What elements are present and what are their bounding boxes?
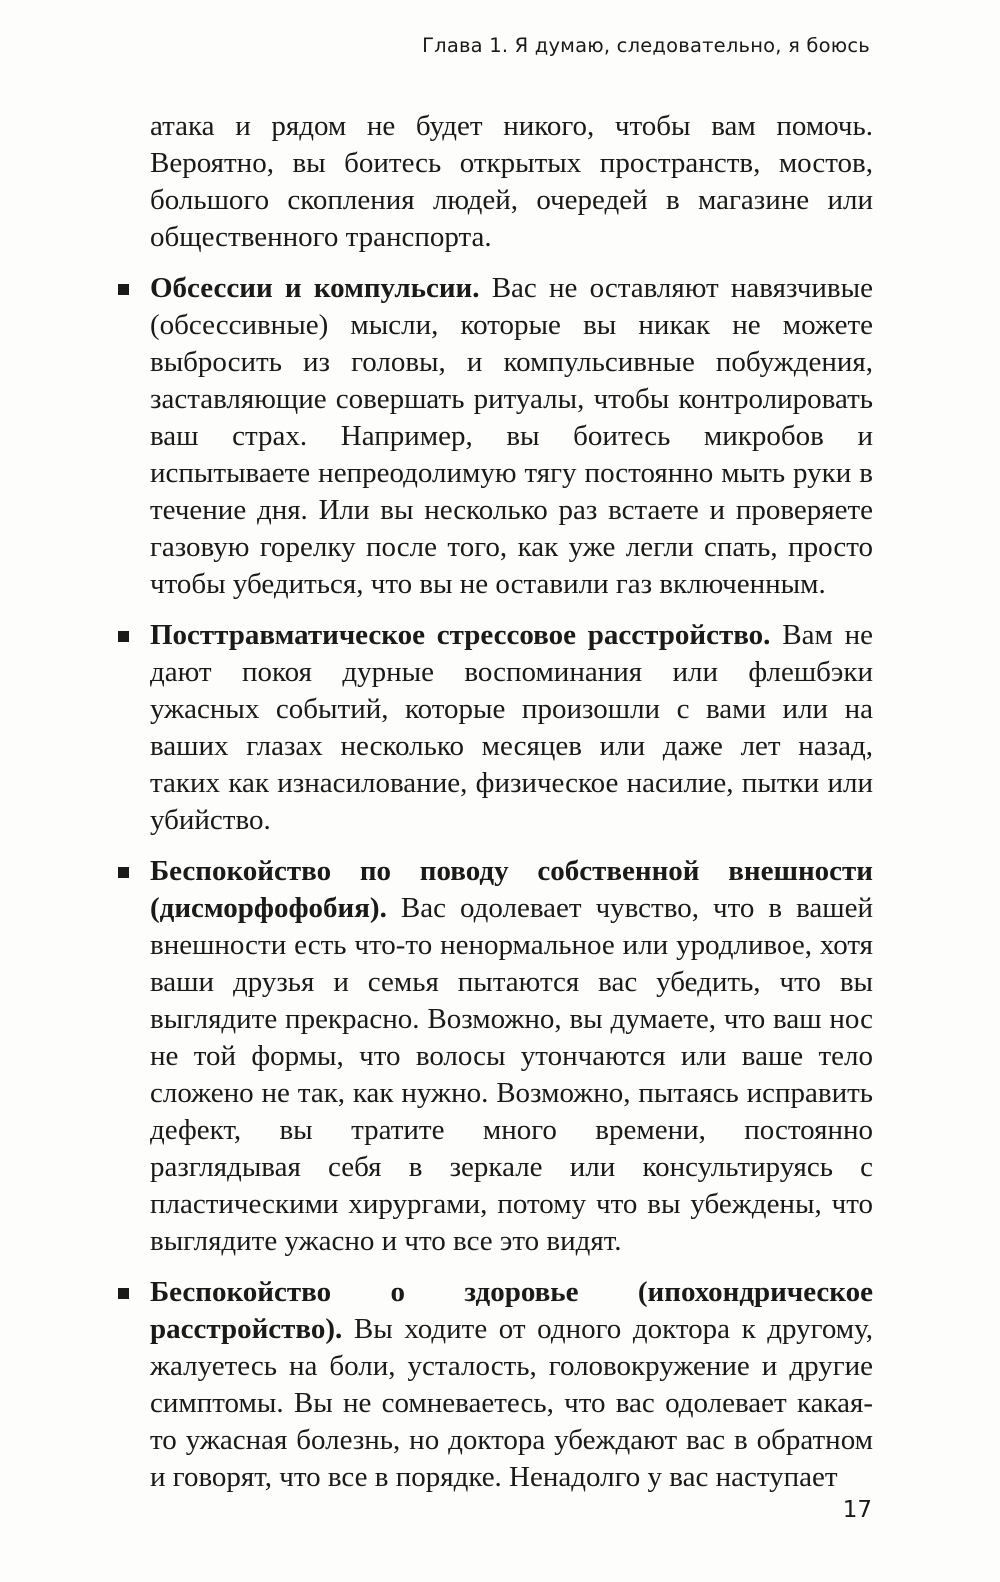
- list-item-ptsd: [150, 617, 873, 839]
- square-bullet-icon: [118, 631, 129, 642]
- list-item-dysmorphophobia: [150, 853, 873, 1260]
- body-text: [150, 108, 873, 1510]
- item-term: Беспокойство о здоровье (ипохондрическое расстройство).: [150, 1276, 873, 1345]
- item-text: Вы ходите от одного доктора к другому, жалуетесь на боли, усталость, головокружение и другие симптомы. Вы не сомневаетесь, что вас одолевает какая-то ужасная болезнь, но доктора убеждают вас в обратном и говорят, что все в порядке. Ненадолго у вас наступает: [150, 1313, 873, 1493]
- square-bullet-icon: [118, 867, 129, 878]
- page-number: 17: [842, 1497, 872, 1523]
- item-term: Обсессии и компульсии.: [150, 272, 480, 304]
- square-bullet-icon: [118, 284, 129, 295]
- square-bullet-icon: [118, 1288, 129, 1299]
- item-text: Вам не дают покоя дурные воспоминания или флешбэки ужасных событий, которые произошли с вами или на ваших глазах несколько месяцев или даже лет назад, таких как изнасилование, физическое насилие, пытки или убийство.: [150, 619, 873, 836]
- item-text: Вас не оставляют навязчивые (обсессивные) мысли, которые вы никак не можете выбросить из головы, и компульсивные побуждения, заставляющие совершать ритуалы, чтобы контролировать ваш страх. Например, вы боитесь микробов и испытываете непреодолимую тягу постоянно мыть руки в течение дня. Или вы несколько раз встаете и проверяете газовую горелку после того, как уже легли спать, просто чтобы убедиться, что вы не оставили газ включенным.: [150, 272, 873, 600]
- running-head: Глава 1. Я думаю, следовательно, я боюсь: [422, 34, 870, 57]
- item-term: Посттравматическое стрессовое расстройство.: [150, 619, 771, 651]
- item-term: Беспокойство по поводу собственной внешности (дисморфофобия).: [150, 855, 873, 924]
- list-item-hypochondria: [150, 1274, 873, 1496]
- item-text: Вас одолевает чувство, что в вашей внешности есть что-то ненормальное или уродливое, хотя ваши друзья и семья пытаются вас убедить, что вы выглядите прекрасно. Возможно, вы думаете, что ваш нос не той формы, что волосы утончаются или ваше тело сложено не так, как нужно. Возможно, пытаясь исправить дефект, вы тратите много времени, постоянно разглядывая себя в зеркале или консультируясь с пластическими хирургами, потому что вы убеждены, что выглядите ужасно и что все это видят.: [150, 892, 873, 1257]
- list-item-ocd: [150, 270, 873, 603]
- intro-paragraph: атака и рядом не будет никого, чтобы вам помочь. Вероятно, вы боитесь открытых пространств, мостов, большого скопления людей, очередей в магазине или общественного транспорта.: [150, 110, 873, 253]
